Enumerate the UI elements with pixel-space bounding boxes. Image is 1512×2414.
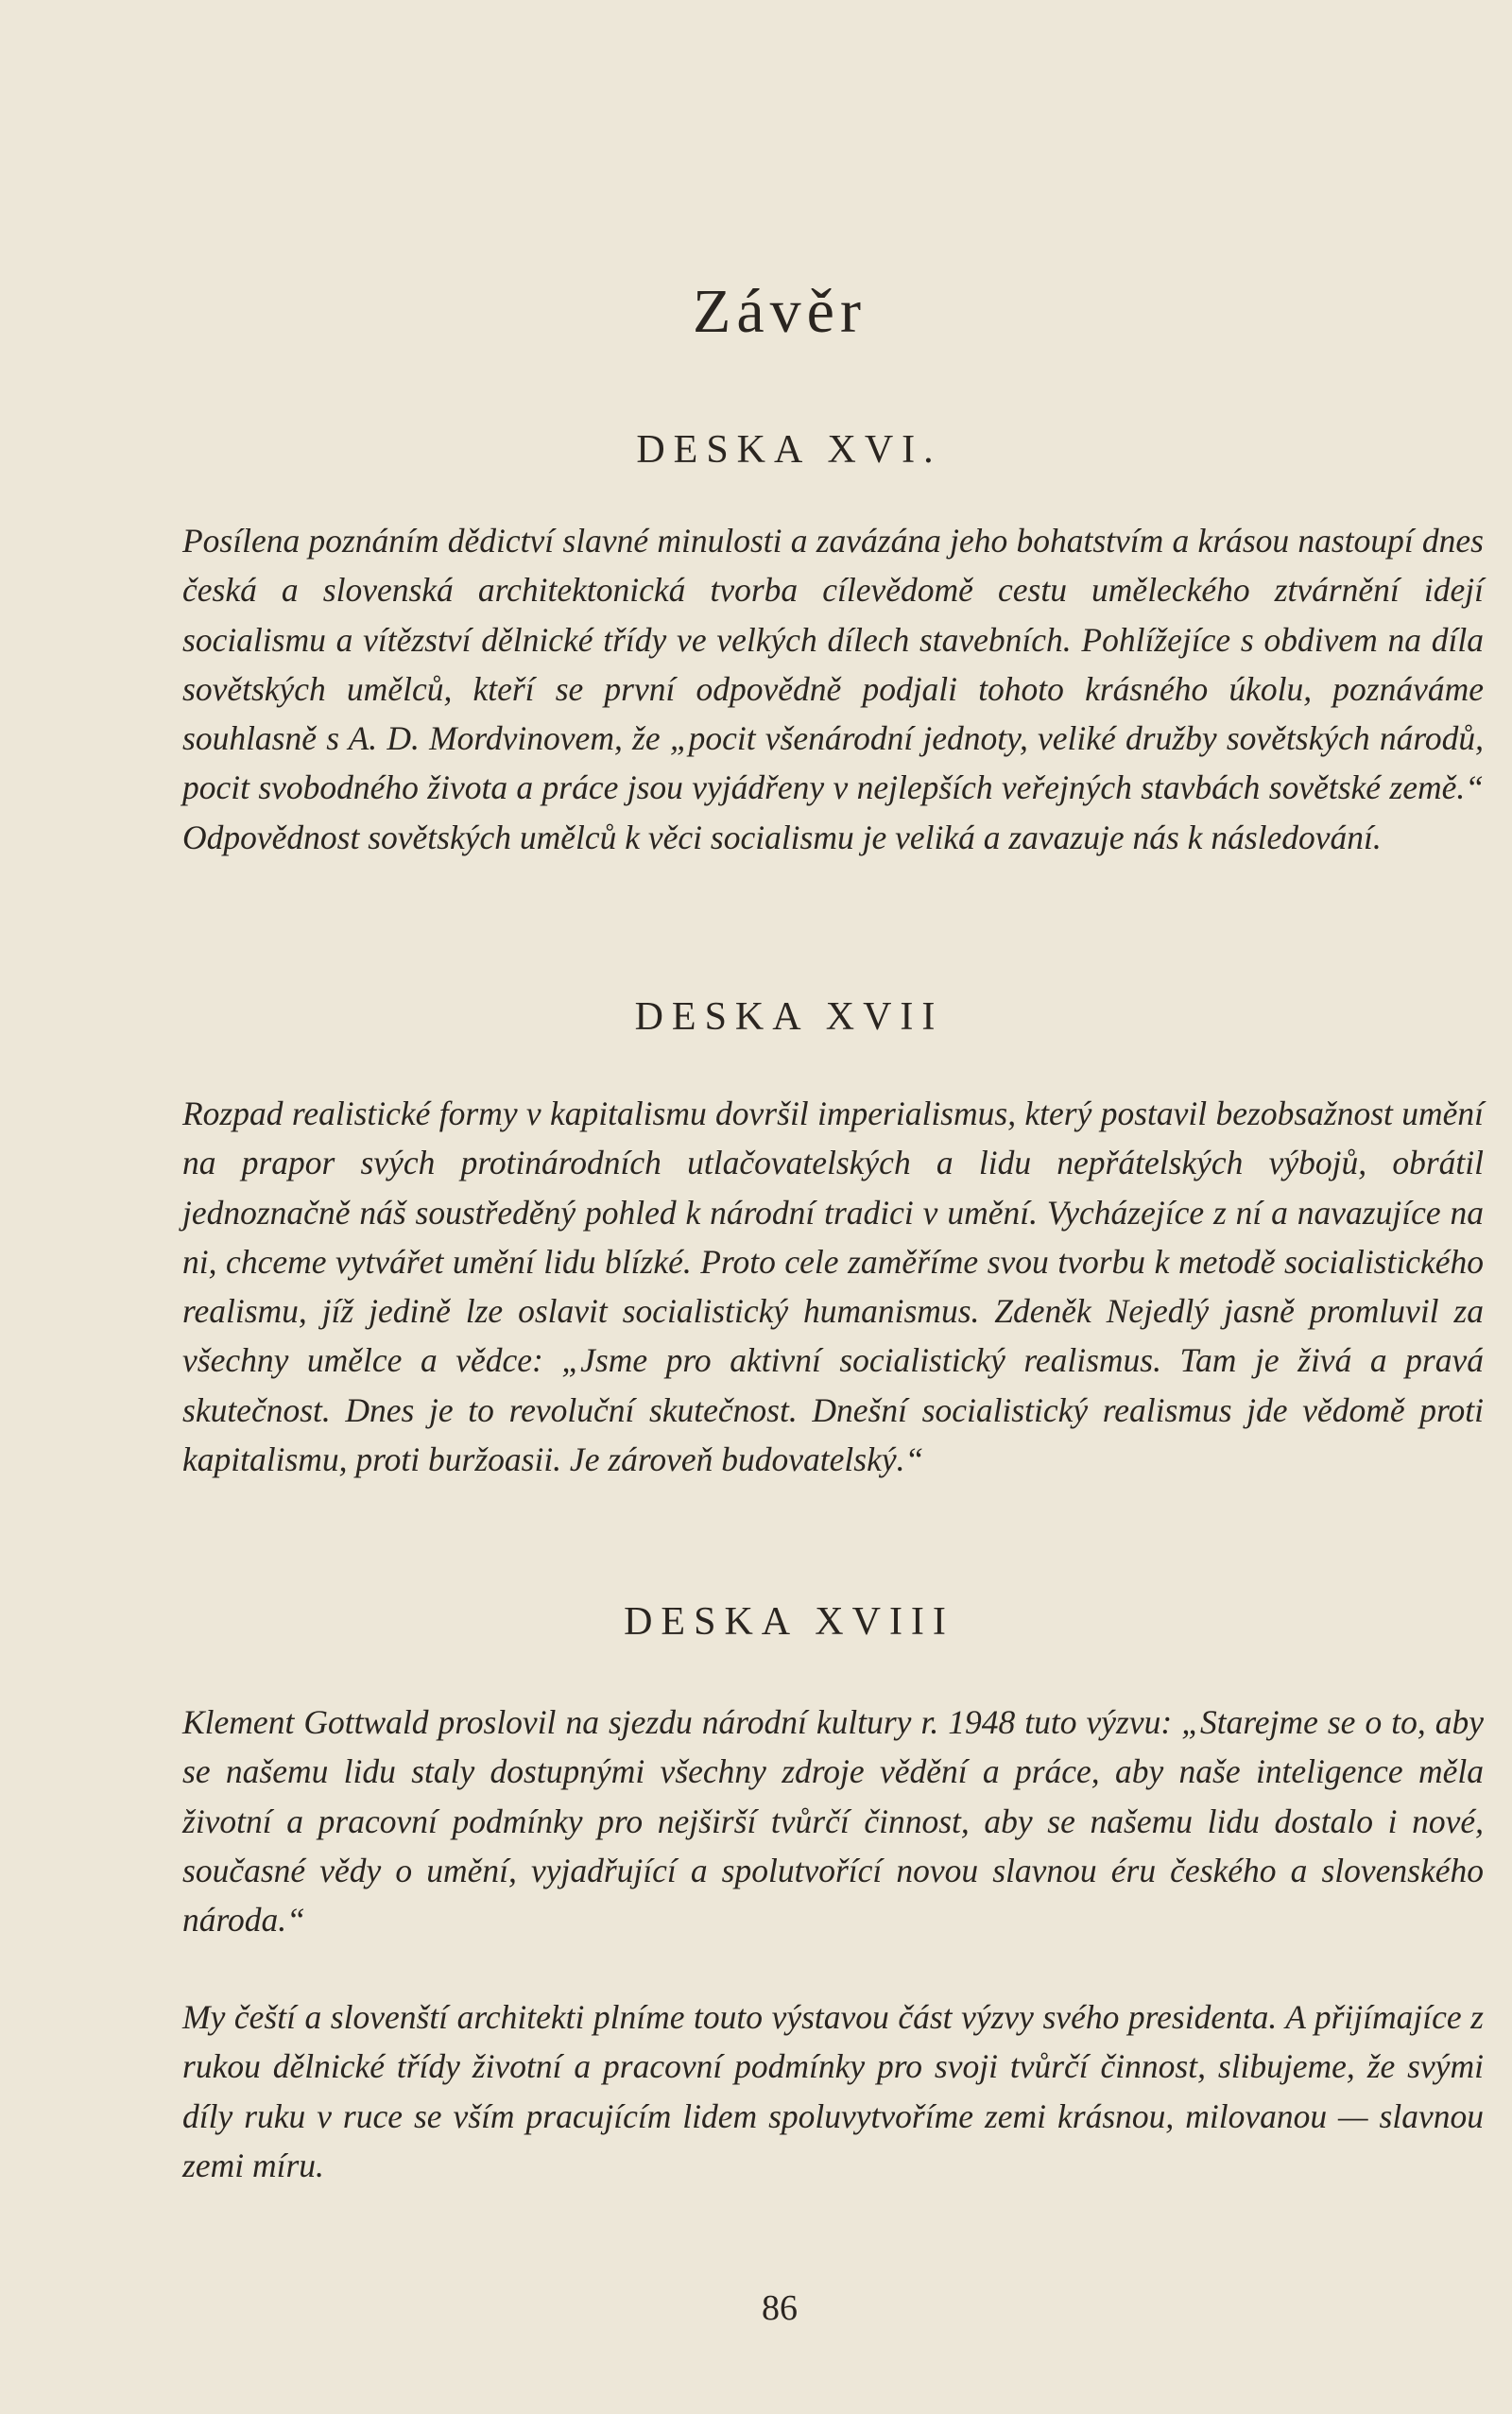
section-heading-deska-xvi: DESKA XVI. xyxy=(636,428,942,472)
section-paragraph: Klement Gottwald proslovil na sjezdu národní kultury r. 1948 tuto výzvu: „Starejme se o to, aby se našemu lidu staly dostupnými všechny zdroje vědění a práce, aby naše inteligence měla životní a pracovní podmínky pro nejširší tvůrčí činnost, aby se našemu lidu dostalo i nové, současné vědy o umění, vyjadřující a spolutvořící novou slavnou éru českého a slovenského národa.“ xyxy=(182,1703,1484,1940)
page-number: 86 xyxy=(762,2288,798,2328)
section-paragraph: My čeští a slovenští architekti plníme touto výstavou část výzvy svého presidenta. A přijímajíce z rukou dělnické třídy životní a pracovní podmínky pro svoji tvůrčí činnost, slibujeme, že svými díly ruku v ruce se vším pracujícím lidem spoluvytvoříme zemi krásnou, milovanou — slavnou zemi míru. xyxy=(182,1998,1484,2184)
section-paragraph: Posílena poznáním dědictví slavné minulosti a zavázána jeho bohatstvím a krásou nastoupí dnes česká a slovenská architektonická tvorba cílevědomě cestu uměleckého ztvárnění idejí socialismu a vítězství dělnické třídy ve velkých dílech stavebních. Pohlížejíce s obdivem na díla sovětských umělců, kteří se první odpovědně podjali tohoto krásného úkolu, poznáváme souhlasně s A. D. Mordvinovem, že „pocit všenárodní jednoty, veliké družby sovětských národů, pocit svobodného života a práce jsou vyjádřeny v nejlepších veřejných stavbách sovětské země.“ Odpovědnost sovětských umělců k věci socialismu je veliká a zavazuje nás k následování. xyxy=(182,522,1484,856)
section-heading-deska-xvii: DESKA XVII xyxy=(634,995,944,1039)
section-paragraph: Rozpad realistické formy v kapitalismu dovršil imperialismus, který postavil bezobsažnost umění na prapor svých protinárodních utlačovatelských a lidu nepřátelských výbojů, obrátil jednoznačně náš soustředěný pohled k národní tradici v umění. Vycházejíce z ní a navazujíce na ni, chceme vytvářet umění lidu blízké. Proto cele zaměříme svou tvorbu k metodě socialistického realismu, jíž jedině lze oslavit socialistický humanismus. Zdeněk Nejedlý jasně promluvil za všechny umělce a vědce: „Jsme pro aktivní socialistický realismus. Tam je živá a pravá skutečnost. Dnes je to revoluční skutečnost. Dnešní socialistický realismus jde vědomě proti kapitalismu, proti buržoasii. Je zároveň budovatelský.“ xyxy=(182,1095,1484,1479)
page-title: Závěr xyxy=(693,277,867,346)
section-heading-deska-xviii: DESKA XVIII xyxy=(624,1600,954,1644)
